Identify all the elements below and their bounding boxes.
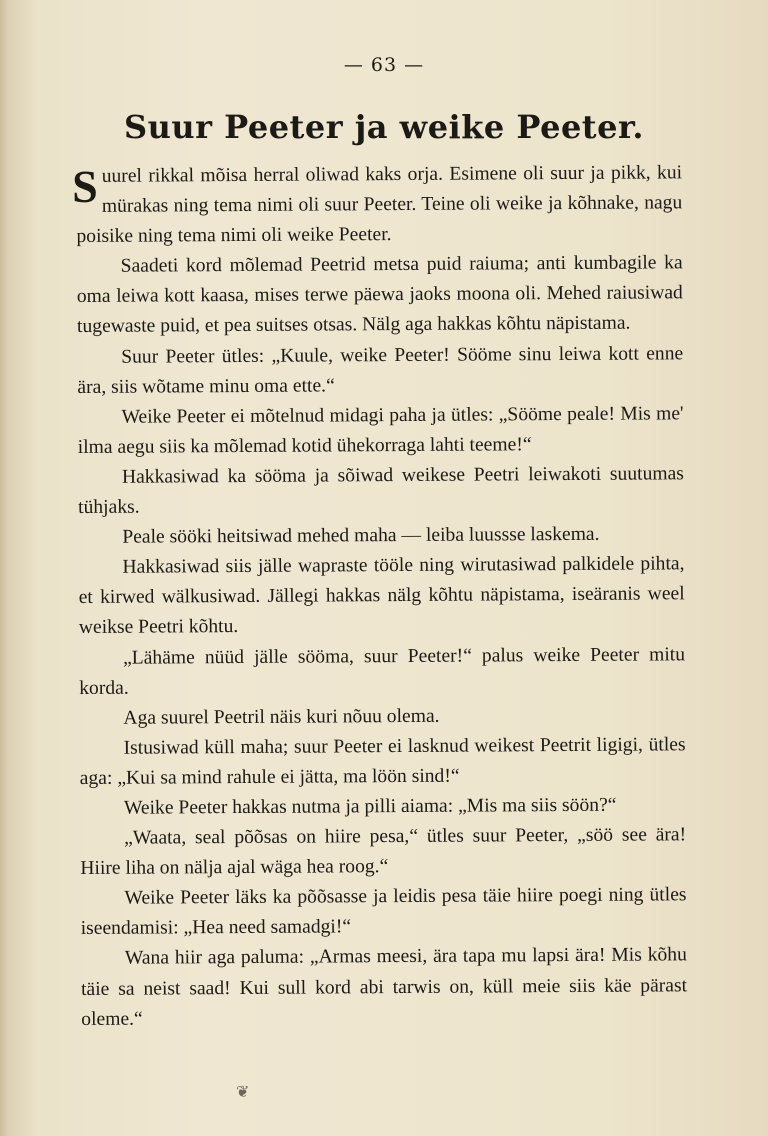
paragraph-5: Hakkasiwad ka sööma ja sõiwad weikese Peetri leiwakoti suutumas tühjaks. [78,463,684,519]
paragraph-9: Aga suurel Peetril näis kuri nõuu olema. [123,705,440,729]
paragraph-2: Saadeti kord mõlemad Peetrid metsa puid raiuma; anti kumbagile ka oma leiwa kott kaasa, mises terwe päewa jaoks moona oli. Mehed raiusiwad tugewaste puid, et pea suitses otsas. Nälg aga hakkas kõhtu näpistama. [76,252,683,338]
paragraph-7: Hakkasiwad siis jälle wapraste tööle ning wirutasiwad palkidele pihta, et kirwed wälkusiwad. Jällegi hakkas nälg kõhtu näpistama, iseäranis weel weikse Peetri kõhtu. [78,553,685,639]
page-binding-edge [0,0,8,1136]
paragraph-13: Weike Peeter läks ka põõsasse ja leidis pesa täie hiire poegi ning ütles iseendamisi: „Hea need samadgi!“ [80,884,687,940]
drop-cap: S [71,160,98,213]
paragraph-14: Wana hiir aga paluma: „Armas meesi, ära tapa mu lapsi ära! Mis kõhu täie sa neist saad! Kui sull kord abi tarwis on, küll meie siis käe pärast oleme.“ [80,944,688,1030]
page-number: — 63 — [343,54,425,76]
paragraph-11: Weike Peeter hakkas nutma ja pilli aiama: „Mis ma siis söön?“ [123,794,617,819]
paragraph-10: Istusiwad küll maha; suur Peeter ei lasknud weikest Peetrit ligigi, ütles aga: „Kui sa mind rahule ei jätta, ma löön sind!“ [79,734,686,789]
ornament-icon: ❦ [236,1082,250,1101]
paragraph-12: „Waata, seal põõsas on hiire pesa,“ ütles suur Peeter, „söö see ära! Hiire liha on nälja ajal wäga hea roog.“ [80,824,687,880]
paragraph-1 [71,158,683,252]
paragraph-3: Suur Peeter ütles: „Kuule, weike Peeter! Sööme sinu leiwa kott enne ära, siis wõtame minu oma ette.“ [77,342,684,398]
story-title: Suur Peeter ja weike Peeter. [123,108,644,146]
story-body [71,158,688,1034]
paragraph-4: Weike Peeter ei mõtelnud midagi paha ja ütles: „Sööme peale! Mis me' ilma aegu siis ka mõlemad kotid ühekorraga lahti teeme!“ [77,403,684,458]
paragraph-8: „Lähäme nüüd jälle sööma, suur Peeter!“ palus weike Peeter mitu korda. [79,643,686,699]
paragraph-6: Peale sööki heitsiwad mehed maha — leiba luussse laskema. [122,523,600,548]
paragraph-text: uurel rikkal mõisa herral oliwad kaks orja. Esimene oli suur ja pikk, kui mürakas ning tema nimi oli suur Peeter. Teine oli weike ja kõhnake, nagu poisike ning tema nimi oli weike Peeter. [76,162,683,248]
